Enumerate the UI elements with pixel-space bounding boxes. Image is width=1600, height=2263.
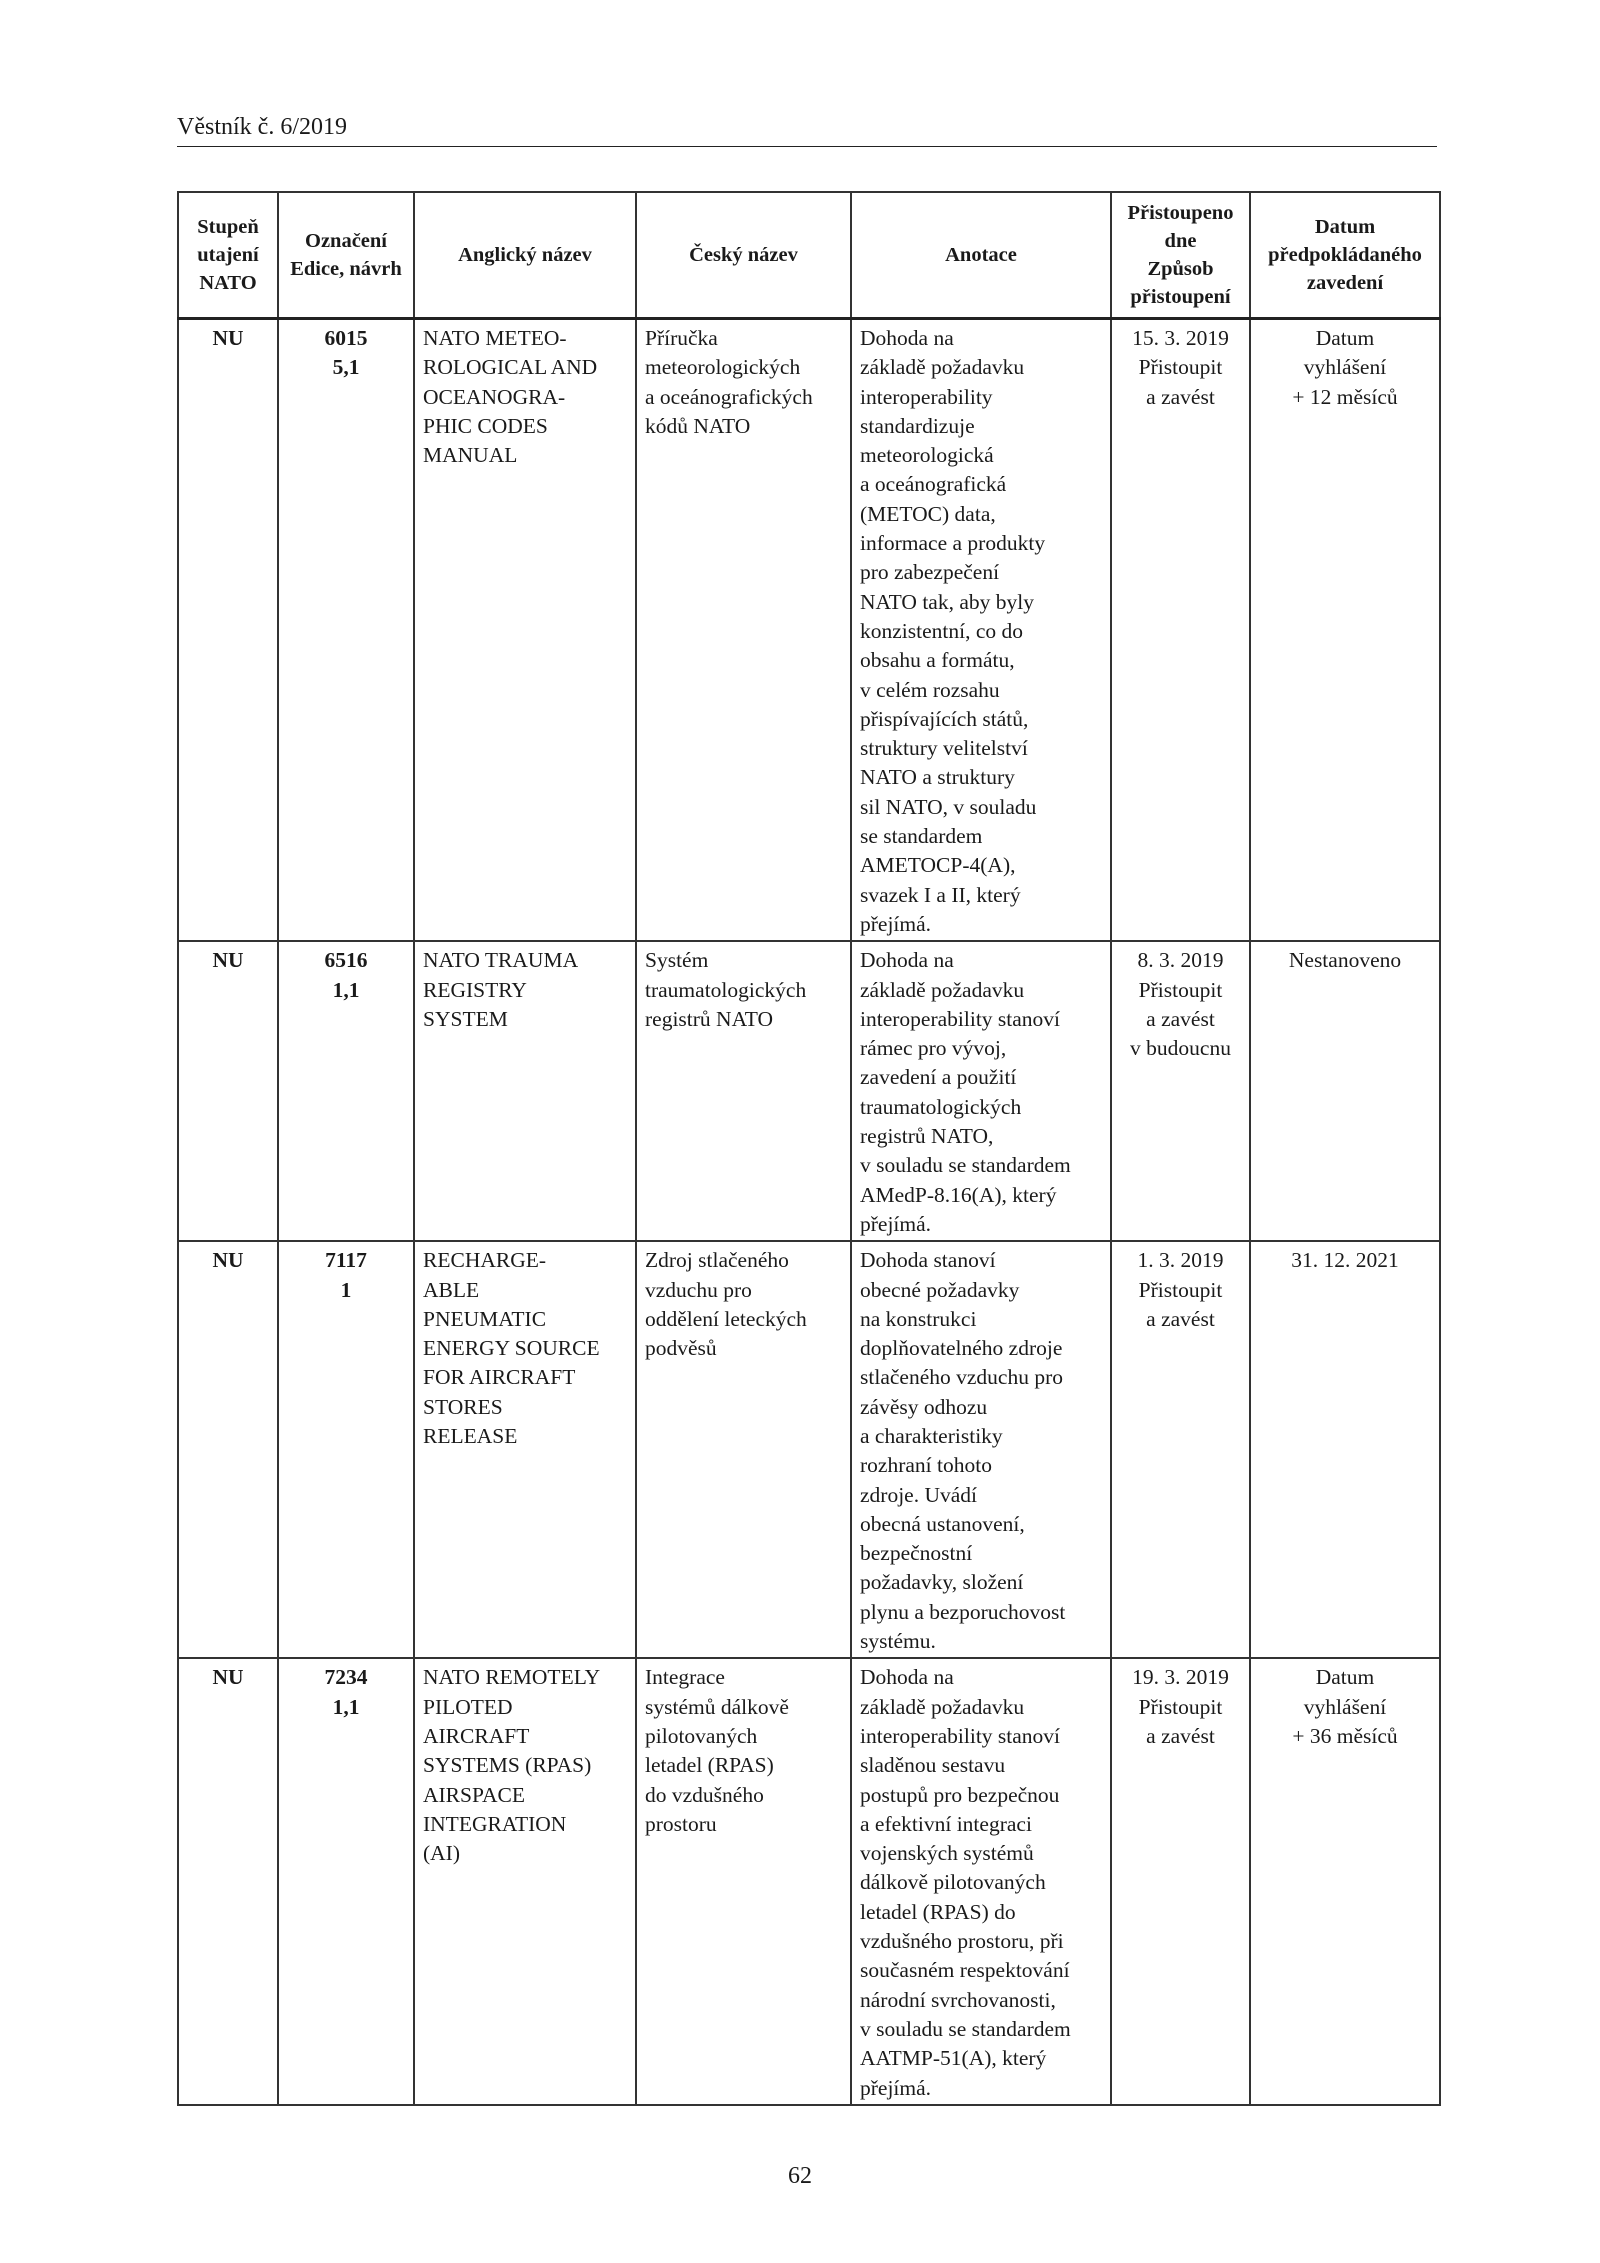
cell-text-line: RELEASE [423,1423,518,1448]
cell-text-line: ABLE [423,1277,480,1302]
cell-text-line: NATO REMOTELY [423,1665,601,1690]
cell-text-line: závěsy odhozu [860,1394,988,1419]
header-text-line: Přistoupeno [1127,202,1234,224]
cell-text-line: na konstrukci [860,1306,977,1331]
cell-text-line: 1,1 [332,1694,360,1719]
cell-czech-title [636,941,851,1241]
cell-accession [1111,1658,1250,2104]
cell-text-line: a efektivní integraci [860,1811,1032,1836]
cell-text-line: Zdroj stlačeného [645,1248,789,1273]
table-row [178,941,1440,1241]
cell-text-line: přejímá. [860,2075,932,2100]
cell-text-line: 7234 [324,1665,368,1690]
header-annotation [851,192,1111,319]
cell-text-line: AMETOCP-4(A), [860,853,1016,878]
cell-text-line: PNEUMATIC [423,1306,547,1331]
cell-text-line: 1. 3. 2019 [1137,1248,1224,1273]
cell-text-line: a charakteristiky [860,1423,1003,1448]
cell-text-line: v budoucnu [1130,1036,1231,1061]
header-text-line: Český název [689,244,798,266]
cell-text-line: svazek I a II, který [860,882,1021,907]
cell-text-line: doplňovatelného zdroje [860,1336,1063,1361]
cell-text-line: MANUAL [423,443,518,468]
cell-text-line: Dohoda na [860,326,954,350]
cell-text-line: SYSTEM [423,1006,508,1031]
cell-text-line: NU [212,1665,244,1690]
cell-text-line: REGISTRY [423,977,527,1002]
cell-text-line: systému. [860,1629,936,1654]
cell-text-line: registrů NATO [645,1006,773,1031]
cell-text-line: AMedP-8.16(A), který [860,1182,1057,1207]
cell-text-line: v celém rozsahu [860,677,1000,702]
cell-text-line: informace a produkty [860,531,1046,556]
cell-text-line: se standardem [860,824,983,849]
cell-text-line: obecná ustanovení, [860,1511,1025,1536]
cell-text-line: Dohoda na [860,948,954,973]
header-text-line: Způsob [1147,258,1214,280]
cell-english-title [414,1658,636,2104]
cell-text-line: Příručka [645,326,718,350]
cell-english-title [414,1241,636,1658]
cell-text-line: RECHARGE- [423,1248,547,1273]
cell-text-line: Přistoupit [1138,1277,1223,1302]
cell-text-line: Přistoupit [1138,355,1223,380]
cell-text-line: interoperability [860,384,993,409]
cell-text-line: vojenských systémů [860,1841,1034,1866]
cell-text-line: zavedení a použití [860,1065,1017,1090]
cell-text-line: přejímá. [860,911,932,936]
table-row [178,1241,1440,1658]
cell-text-line: AIRSPACE [423,1782,525,1807]
cell-text-line: vyhlášení [1303,1694,1387,1719]
cell-text-line: NATO a struktury [860,765,1015,790]
table-body [178,319,1440,2105]
table-row [178,319,1440,942]
cell-accession [1111,319,1250,942]
cell-text-line: zdroje. Uvádí [860,1482,978,1507]
cell-text-line: Přistoupit [1138,977,1223,1002]
cell-text-line: + 12 měsíců [1292,384,1398,409]
cell-text-line: sladěnou sestavu [860,1753,1006,1778]
header-text-line: předpokládaného [1268,244,1422,266]
cell-text-line: rámec pro vývoj, [860,1036,1007,1061]
cell-classification [178,1658,278,2104]
cell-classification [178,941,278,1241]
table-row [178,1658,1440,2104]
cell-text-line: + 36 měsíců [1292,1723,1398,1748]
cell-implementation-date [1250,319,1440,942]
header-czech-title [636,192,851,319]
cell-text-line: a zavést [1146,1006,1215,1031]
cell-text-line: letadel (RPAS) [645,1753,774,1778]
cell-text-line: AATMP-51(A), který [860,2046,1047,2071]
cell-text-line: a oceánografických [645,384,813,409]
cell-text-line: NU [212,1248,244,1273]
cell-text-line: Datum [1315,1665,1375,1690]
cell-text-line: pilotovaných [645,1723,758,1748]
cell-implementation-date [1250,1658,1440,2104]
cell-text-line: přispívajících států, [860,706,1029,731]
cell-text-line: 6516 [324,948,368,973]
cell-annotation [851,941,1111,1241]
cell-text-line: a zavést [1146,1723,1215,1748]
cell-text-line: pro zabezpečení [860,560,1000,585]
cell-text-line: OCEANOGRA- [423,384,566,409]
cell-text-line: interoperability stanoví [860,1723,1061,1748]
cell-text-line: Dohoda stanoví [860,1248,996,1273]
cell-text-line: Systém [645,948,709,973]
cell-text-line: (AI) [423,1841,461,1866]
cell-text-line: systémů dálkově [645,1694,789,1719]
cell-text-line: traumatologických [645,977,807,1002]
cell-czech-title [636,1658,851,2104]
cell-text-line: bezpečnostní [860,1541,973,1566]
cell-text-line: ROLOGICAL AND [423,355,598,380]
cell-czech-title [636,319,851,942]
cell-text-line: a oceánografická [860,472,1007,497]
cell-text-line: stlačeného vzduchu pro [860,1365,1063,1390]
cell-text-line: INTEGRATION [423,1811,567,1836]
cell-text-line: NATO TRAUMA [423,948,579,973]
header-text-line: utajení [197,244,259,266]
header-text-line: Stupeň [197,216,259,238]
cell-text-line: konzistentní, co do [860,618,1024,643]
cell-text-line: sil NATO, v souladu [860,794,1037,819]
cell-text-line: a zavést [1146,384,1215,409]
cell-text-line: SYSTEMS (RPAS) [423,1753,592,1778]
cell-text-line: do vzdušného [645,1782,764,1807]
header-text-line: Anotace [945,244,1017,266]
cell-text-line: kódů NATO [645,413,751,438]
cell-implementation-date [1250,1241,1440,1658]
cell-text-line: PILOTED [423,1694,513,1719]
cell-text-line: rozhraní tohoto [860,1453,992,1478]
header-text-line: NATO [199,272,257,294]
cell-text-line: obsahu a formátu, [860,648,1015,673]
header-classification [178,192,278,319]
header-row [178,192,1440,319]
cell-text-line: požadavky, složení [860,1570,1024,1595]
cell-annotation [851,319,1111,942]
cell-text-line: STORES [423,1394,503,1419]
cell-text-line: letadel (RPAS) do [860,1899,1016,1924]
standards-table [177,191,1441,2106]
cell-text-line: NU [212,326,244,350]
cell-text-line: vzduchu pro [645,1277,752,1302]
table-header [178,192,1440,319]
cell-text-line: NATO METEO- [423,326,567,350]
header-text-line: přistoupení [1130,286,1231,308]
cell-annotation [851,1241,1111,1658]
cell-text-line: 1,1 [332,977,360,1002]
cell-text-line: AIRCRAFT [423,1723,530,1748]
cell-text-line: struktury velitelství [860,736,1028,761]
cell-text-line: podvěsů [645,1336,717,1361]
cell-text-line: meteorologických [645,355,801,380]
cell-text-line: 8. 3. 2019 [1137,948,1224,973]
header-text-line: Edice, návrh [290,258,402,280]
cell-text-line: NU [212,948,244,973]
cell-text-line: ENERGY SOURCE [423,1336,600,1361]
header-text-line: zavedení [1306,272,1384,294]
cell-accession [1111,1241,1250,1658]
cell-accession [1111,941,1250,1241]
cell-text-line: 6015 [324,326,368,350]
cell-text-line: současném respektování [860,1958,1070,1983]
cell-text-line: a zavést [1146,1306,1215,1331]
header-accession [1111,192,1250,319]
cell-text-line: základě požadavku [860,977,1025,1002]
cell-text-line: Nestanoveno [1288,948,1402,973]
cell-text-line: registrů NATO, [860,1124,994,1149]
cell-text-line: 7117 [325,1248,367,1273]
cell-text-line: traumatologických [860,1094,1022,1119]
cell-text-line: 19. 3. 2019 [1132,1665,1229,1690]
header-english-title [414,192,636,319]
header-text-line: Datum [1314,216,1376,238]
cell-implementation-date [1250,941,1440,1241]
cell-classification [178,1241,278,1658]
cell-designation [278,319,414,942]
cell-english-title [414,319,636,942]
header-text-line: dne [1164,230,1197,252]
cell-text-line: v souladu se standardem [860,1153,1071,1178]
cell-classification [178,319,278,942]
header-text-line: Označení [305,230,387,252]
cell-text-line: postupů pro bezpečnou [860,1782,1060,1807]
cell-designation [278,1658,414,2104]
cell-text-line: přejímá. [860,1211,932,1236]
cell-text-line: NATO tak, aby byly [860,589,1034,614]
cell-text-line: v souladu se standardem [860,2016,1071,2041]
cell-czech-title [636,1241,851,1658]
cell-text-line: vzdušného prostoru, při [860,1929,1064,1954]
cell-text-line: meteorologická [860,443,994,468]
cell-text-line: standardizuje [860,413,975,438]
cell-text-line: 15. 3. 2019 [1132,326,1229,350]
cell-text-line: základě požadavku [860,1694,1025,1719]
journal-issue-title: Věstník č. 6/2019 [177,114,347,140]
header-text-line: Anglický název [458,244,592,266]
cell-text-line: základě požadavku [860,355,1025,380]
cell-english-title [414,941,636,1241]
cell-text-line: národní svrchovanosti, [860,1987,1056,2012]
cell-text-line: (METOC) data, [860,501,996,526]
cell-text-line: PHIC CODES [423,413,548,438]
cell-text-line: dálkově pilotovaných [860,1870,1046,1895]
cell-text-line: plynu a bezporuchovost [860,1599,1066,1624]
cell-text-line: 5,1 [332,355,360,380]
cell-text-line: Datum [1315,326,1375,350]
cell-text-line: Přistoupit [1138,1694,1223,1719]
cell-text-line: prostoru [645,1811,717,1836]
cell-text-line: oddělení leteckých [645,1306,807,1331]
running-header [177,112,1437,147]
cell-text-line: FOR AIRCRAFT [423,1365,576,1390]
cell-text-line: interoperability stanoví [860,1006,1061,1031]
cell-text-line: obecné požadavky [860,1277,1020,1302]
cell-designation [278,1241,414,1658]
header-implementation-date [1250,192,1440,319]
cell-designation [278,941,414,1241]
cell-text-line: 1 [340,1277,352,1302]
header-designation [278,192,414,319]
cell-text-line: Dohoda na [860,1665,954,1690]
cell-text-line: 31. 12. 2021 [1291,1248,1399,1273]
cell-text-line: Integrace [645,1665,725,1690]
page-number: 62 [788,2163,812,2189]
cell-text-line: vyhlášení [1303,355,1387,380]
cell-annotation [851,1658,1111,2104]
